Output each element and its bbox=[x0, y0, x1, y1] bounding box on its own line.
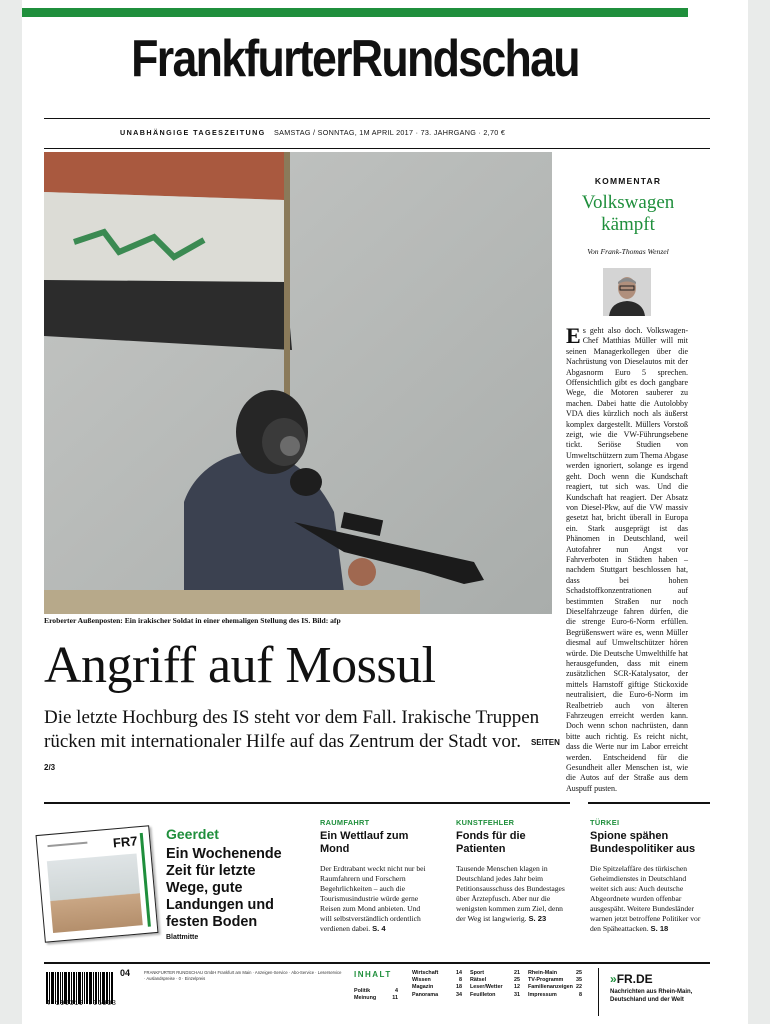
lead-headline[interactable]: Angriff auf Mossul bbox=[44, 637, 436, 694]
toc-item[interactable]: Leser/Wetter 12 bbox=[470, 984, 520, 991]
teaser-tuerkei-ref[interactable]: S. 18 bbox=[650, 924, 669, 933]
teaser-rule-right bbox=[588, 802, 710, 804]
footer-divider bbox=[598, 968, 599, 1016]
teaser-tuerkei-body: Die Spitzelaffäre des türkischen Geheimdienstes in Deutschland weitet sich aus: Auch deutsche Abgeordnete wurden offenbar ausgespäht. Weitere Bundesländer warnen jetzt betroffene Politiker vor den Späheattacken. bbox=[590, 864, 701, 933]
teaser-geerdet-kicker: Geerdet bbox=[166, 826, 219, 842]
top-green-bar bbox=[22, 8, 688, 17]
lead-subline bbox=[44, 706, 564, 780]
toc-item[interactable]: Sport 21 bbox=[470, 970, 520, 976]
teaser-tuerkei-kicker: TÜRKEI bbox=[590, 818, 620, 827]
masthead-logo[interactable]: FrankfurterRundschau bbox=[131, 30, 579, 88]
edition-info bbox=[120, 128, 680, 137]
issue-number: 04 bbox=[120, 968, 131, 978]
comment-body: Es geht also doch. Volkswagen-Chef Matthias Müller will mit seinen Managerkollegen über die Nachrüstung von Dieselautos mit der Abgasnorm Euro 5 sprechen. Offensichtlich gibt es doch gangbare Wege, die Motoren sauberer zu machen. Dabei hatte die Autolobby VDA dies kürzlich noch als äußerst komplex dargestellt. Müllers Vorstoß zeigt, wie die VW-Führungsebene tickt. Seriöse Studien von Umweltschützern zum Thema Abgase werden ignoriert, solange es irgend geht. Doch wenn die Kundschaft reagiert, tut sich was. Und die Kundschaft hat reagiert. Der Absatz von Diesel-Pkw, auf die VW massiv gesetzt hat, bricht überall in Europa ein. Stark ausgeprägt ist das Phänomen in Deutschland, weil Autofahrer nun Angst vor Fahrverboten in Städten haben – nachdem Stuttgart beschlossen hat, dass bei hohen Schadstoffkonzentrationen auf bestimmten Straßen nur noch Dieselfahrzeuge fahren dürfen, die die strenge Euro-6-Norm erfüllen. Begrüßenswert wäre es, wenn Müller diesmal auf Umweltschützer hören würde. Die Deutsche Umwelthilfe hat herausgefunden, dass mit einem zusätzlichen SCR-Katalysator, der mittels Harnstoff giftige Stickoxide neutralisiert, die Euro-6-Norm im Realbetrieb auch von älteren Fahrzeugen erreicht werden kann. Doch wenn schon nachrüsten, dann bitte auch richtig. Es reicht nicht, dass die Werte nur im Labor erreicht werden. Entscheidend für die Gesundheit aller Menschen ist, wie die Autos auf der Straße aus dem Auspuff pusten. bbox=[566, 323, 688, 793]
teaser-raumfahrt-body: Der Erdtrabant weckt nicht nur bei Raumfahrern und Forschern Begehrlichkeiten – auch die Tourismusindustrie würde gerne Reisen zum Mond anbieten. Und will selbstverständlich ordentlich verdienen dabei. bbox=[320, 864, 426, 933]
toc-item[interactable]: Rätsel 25 bbox=[470, 977, 520, 984]
toc-item[interactable]: TV-Programm 35 bbox=[528, 977, 582, 984]
website-url: FR.DE bbox=[616, 972, 653, 986]
teaser-kunstfehler-body: Tausende Menschen klagen in Deutschland jedes Jahr beim Petitionsausschuss des Bundestages über Ärztepfusch. Aber nur die wenigsten kommen zum Ziel, denn der Weg ist langwierig. bbox=[456, 864, 565, 923]
teaser-raumfahrt-ref[interactable]: S. 4 bbox=[372, 924, 386, 933]
toc-item[interactable]: Rhein-Main 25 bbox=[528, 970, 582, 976]
author-avatar bbox=[603, 268, 651, 316]
toc-item[interactable]: Familienanzeigen 22 bbox=[528, 984, 582, 991]
paper-tagline: UNABHÄNGIGE TAGESZEITUNG bbox=[120, 128, 266, 137]
teaser-tuerkei-text bbox=[590, 864, 706, 934]
toc-column-4 bbox=[528, 970, 582, 999]
toc-item[interactable]: Impressum 8 bbox=[528, 991, 582, 998]
website-tagline: Nachrichten aus Rhein-Main, Deutschland und der Welt bbox=[610, 989, 693, 1003]
teaser-rule bbox=[44, 802, 570, 804]
toc-item[interactable]: Wissen 8 bbox=[412, 977, 462, 984]
edition-details: SAMSTAG / SONNTAG, 1M APRIL 2017 · 73. JAHRGANG · 2,70 € bbox=[274, 128, 506, 137]
toc-column-3 bbox=[470, 970, 520, 999]
flag-pole bbox=[284, 152, 290, 402]
arrow-icon: » bbox=[610, 972, 617, 986]
barcode bbox=[46, 968, 120, 1004]
teaser-kunstfehler-kicker: KUNSTFEHLER bbox=[456, 818, 515, 827]
iraqi-flag bbox=[44, 152, 292, 350]
teaser-tuerkei-title[interactable]: Spione spähen Bundespolitiker aus bbox=[590, 830, 696, 855]
teaser-kunstfehler-ref[interactable]: S. 23 bbox=[528, 914, 547, 923]
teaser-raumfahrt-kicker: RAUMFAHRT bbox=[320, 818, 370, 827]
toc-item[interactable]: Wirtschaft 14 bbox=[412, 970, 462, 976]
toc-item[interactable]: Politik 4 bbox=[354, 988, 398, 994]
masthead-rule-top bbox=[44, 118, 710, 119]
footer-rule bbox=[44, 962, 710, 964]
imprint-text: FRANKFURTER RUNDSCHAU GmbH Frankfurt am Main · Anzeigen-Service · Abo-Service · Leserservice · Auslandspreise · 0 · Einzelpreis bbox=[144, 970, 342, 981]
lead-page-ref[interactable]: SEITEN 2/3 bbox=[44, 738, 560, 772]
contents-label: INHALT bbox=[354, 970, 392, 979]
comment-title[interactable]: Volkswagen kämpft bbox=[581, 192, 675, 235]
masthead-rule-bottom bbox=[44, 148, 710, 149]
teaser-kunstfehler-text bbox=[456, 864, 568, 924]
sandbag-wall bbox=[44, 590, 420, 614]
fr7-magazine-cover[interactable] bbox=[36, 825, 159, 943]
toc-column-2 bbox=[412, 970, 462, 999]
website-link[interactable] bbox=[610, 972, 653, 986]
lead-subline-text: Die letzte Hochburg des IS steht vor dem Fall. Irakische Truppen rücken mit internationaler Hilfe auf das Zentrum der Stadt vor. bbox=[44, 707, 540, 752]
soldier-image bbox=[44, 152, 552, 614]
comment-author: Von Frank-Thomas Wenzel bbox=[587, 247, 669, 256]
fr7-text-line bbox=[47, 842, 87, 847]
toc-item[interactable]: Feuilleton 31 bbox=[470, 991, 520, 998]
toc-column-1 bbox=[354, 988, 398, 1002]
comment-kicker: KOMMENTAR bbox=[594, 176, 662, 186]
toc-item[interactable]: Panorama 34 bbox=[412, 991, 462, 998]
teaser-raumfahrt-title[interactable]: Ein Wettlauf zum Mond bbox=[320, 830, 409, 855]
teaser-geerdet-ref[interactable]: Blattmitte bbox=[166, 934, 199, 941]
barcode-number: 4 196319 706903 bbox=[46, 1000, 117, 1008]
toc-item[interactable]: Meinung 11 bbox=[354, 995, 398, 1002]
toc-item[interactable]: Magazin 18 bbox=[412, 984, 462, 991]
photo-caption: Eroberter Außenposten: Ein irakischer Soldat in einer ehemaligen Stellung des IS. Bild: afp bbox=[44, 616, 341, 625]
lead-photo[interactable] bbox=[44, 152, 552, 614]
teaser-geerdet-title[interactable]: Ein Wochenende Zeit für letzte Wege, gute Landungen und festen Boden bbox=[166, 846, 282, 930]
fr7-logo: FR7 bbox=[112, 833, 139, 851]
teaser-kunstfehler-title[interactable]: Fonds für die Patienten bbox=[456, 830, 526, 855]
fr7-cover-image bbox=[47, 853, 143, 933]
teaser-raumfahrt-text bbox=[320, 864, 432, 934]
